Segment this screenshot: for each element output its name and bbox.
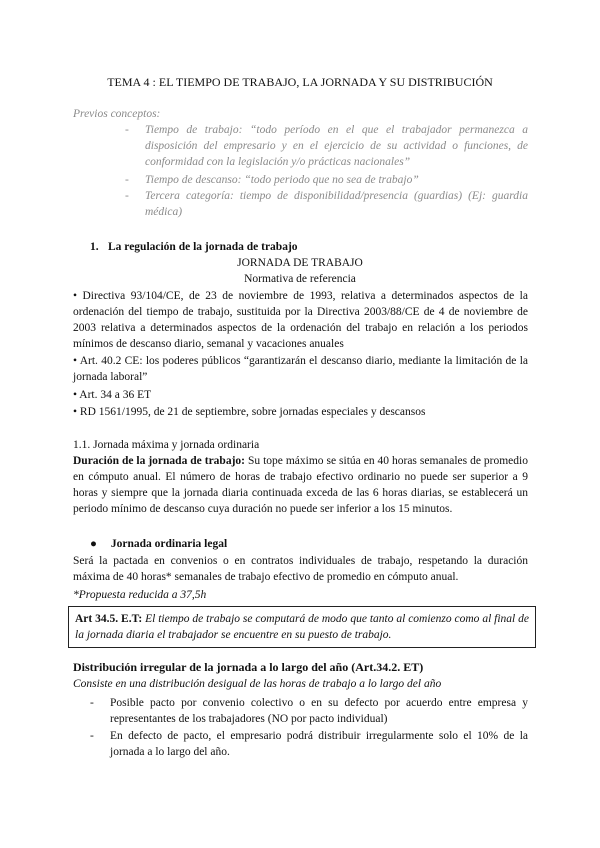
art-label: Art 34.5. E.T: [75,613,143,625]
dash-marker: - [125,174,129,186]
previos-item-1 [125,122,528,170]
normativa-bullet: • Directiva 93/104/CE, de 23 de noviembre de 1993, relativa a determinados aspectos de la ordenación del tiempo de trabajo, sustituida por la Directiva 2003/88/CE de 4 de noviembre de 2003 relativa a determinados aspectos de la ordenación del trabajo en relación a los periodos mínimos de descanso diario, semanal y vacaciones anuales [73,290,528,350]
normativa-bullet: • RD 1561/1995, de 21 de septiembre, sobre jornadas especiales y descansos [73,406,426,418]
previos-item-2 [125,172,528,188]
distribucion-item-1 [90,695,528,727]
section-subtitle: JORNADA DE TRABAJO [237,257,363,269]
subsection-heading: 1.1. Jornada máxima y jornada ordinaria [73,439,260,451]
section-heading: La regulación de la jornada de trabajo [108,241,298,253]
normativa-bullet: • Art. 34 a 36 ET [73,389,152,401]
duracion-text: Su tope máximo se sitúa en 40 horas semanales de promedio en cómputo anual. El número de horas de trabajo efectivo ordinario no puede ser superior a 9 horas y siempre que la jornada diaria continuada exceda de las 6 horas diarias, se establecerá un periodo mínimo de descanso cuya duración no puede ser inferior a los 15 minutos. [73,455,528,515]
previos-item-3 [125,188,528,220]
normativa-bullet: • Art. 40.2 CE: los poderes públicos “garantizarán el descanso diario, mediante la limitación de la jornada laboral” [73,355,528,383]
propuesta-note: *Propuesta reducida a 37,5h [73,589,207,601]
duracion-label: Duración de la jornada de trabajo: [73,455,245,467]
distribucion-heading: Distribución irregular de la jornada a lo largo del año (Art.34.2. ET) [73,660,424,674]
dash-marker: - [90,697,94,709]
previos-heading: Previos conceptos: [73,108,161,120]
ordinaria-heading-row [90,536,390,552]
art-text: El tiempo de trabajo se computará de modo que tanto al comienzo como al final de la jornada diaria el trabajador se encuentre en su puesto de trabajo. [75,613,529,641]
ordinaria-text: Será la pactada en convenios o en contratos individuales de trabajo, respetando la duración máxima de 40 horas* semanales de trabajo efectivo de promedio en cómputo anual. [73,555,528,583]
dash-marker: - [125,124,129,136]
distribucion-item-2 [90,728,528,760]
section-number: 1. [90,241,99,253]
dash-marker: - [90,730,94,742]
bullet-marker: ● [90,538,97,550]
normativa-heading: Normativa de referencia [244,273,356,285]
distribucion-item-text: En defecto de pacto, el empresario podrá distribuir irregularmente solo el 10% de la jornada a lo largo del año. [110,730,528,758]
ordinaria-heading: Jornada ordinaria legal [110,538,228,550]
page-title: TEMA 4 : EL TIEMPO DE TRABAJO, LA JORNADA Y SU DISTRIBUCIÓN [107,75,493,89]
previos-item-text: Tercera categoría: tiempo de disponibilidad/presencia (guardias) (Ej: guardia médica) [145,190,528,218]
dash-marker: - [125,190,129,202]
duracion-paragraph [73,453,528,517]
previos-item-text: Tiempo de trabajo: “todo período en el que el trabajador permanezca a disposición del empresario y en el ejercicio de su actividad o funciones, de conformidad con la legislación y/o prácticas nacionales” [145,124,528,168]
previos-item-text: Tiempo de descanso: “todo periodo que no sea de trabajo” [145,174,419,186]
art-box [68,606,536,648]
distribucion-subheading: Consiste en una distribución desigual de las horas de trabajo a lo largo del año [73,678,442,690]
distribucion-item-text: Posible pacto por convenio colectivo o en su defecto por acuerdo entre empresa y representantes de los trabajadores (NO por pacto individual) [110,697,528,725]
